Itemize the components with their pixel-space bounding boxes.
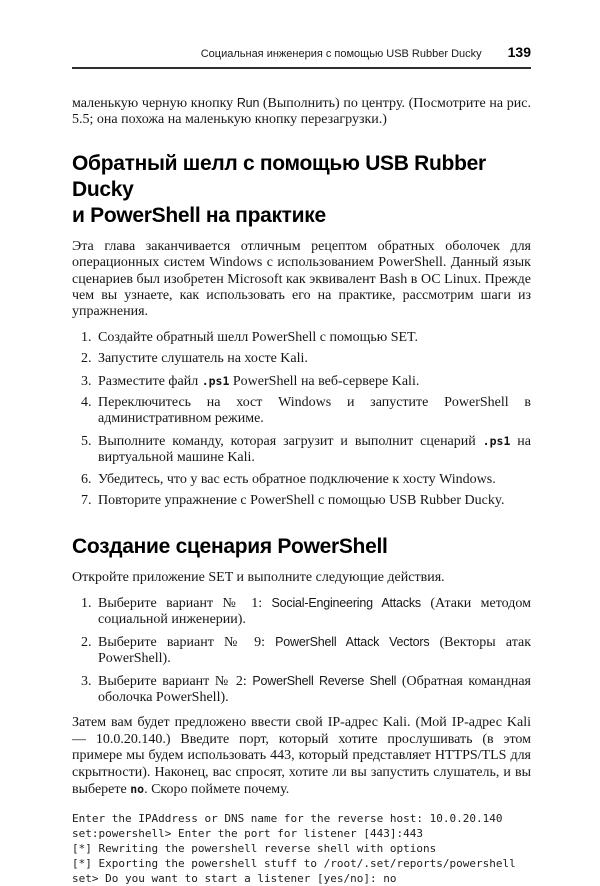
code-line: [*] Rewriting the powershell reverse shell with options — [72, 842, 437, 856]
intro-paragraph — [72, 95, 531, 129]
running-head-title: Социальная инженерия с помощью USB Rubber Ducky — [200, 48, 482, 60]
text-run: . Скоро поймете почему. — [144, 781, 290, 797]
text-run: Social-Engineering Attacks — [271, 595, 421, 610]
set-step-item-1 — [95, 595, 531, 629]
text-run: Повторите упражнение с PowerShell с помощью USB Rubber Ducky. — [98, 493, 505, 509]
text-run: Разместите файл — [98, 373, 202, 389]
text-run: маленькую черную кнопку — [72, 96, 237, 111]
section2-intro-paragraph — [72, 570, 531, 586]
step-item-2 — [95, 351, 531, 367]
text-run: PowerShell Attack Vectors — [275, 634, 430, 649]
text-run: Run — [236, 96, 260, 110]
text-run: .ps1 — [201, 373, 230, 388]
text-run: PowerShell на веб-сервере Kali. — [229, 373, 420, 389]
text-run: Эта глава заканчивается отличным рецептом обратных оболочек для операционных систем Windows с использованием PowerShell. Данный язык сценариев был изобретен Microsoft как эквивалент Bash в ОС Linux. Прежде чем вы узнаете, как использовать его на практике, рассмотрим шаги из упражнения. — [72, 238, 531, 320]
text-run: Переключитесь на хост Windows и запустите PowerShell в административном режиме. — [98, 395, 531, 427]
page-header — [72, 44, 531, 69]
text-run: PowerShell Reverse Shell — [252, 673, 397, 688]
set-step-item-2 — [95, 634, 531, 668]
section2-paragraph — [72, 715, 531, 798]
text-run: на виртуальной машине Kali. — [98, 433, 531, 466]
text-run: (Атаки методом социальной инженерии). — [98, 595, 531, 628]
text-run: (Обратная командная оболочка PowerShell). — [98, 673, 531, 705]
text-run: Убедитесь, что у вас есть обратное подключение к хосту Windows. — [98, 471, 496, 487]
section1-intro-paragraph — [72, 239, 531, 321]
set-step-item-3 — [95, 673, 531, 707]
text-run: (Выполнить) по центру. (Посмотрите на рис. 5.5; она похожа на маленькую кнопку перезагрузки.) — [72, 96, 532, 128]
step-item-6 — [95, 472, 531, 488]
text-run: Выберите вариант № 9: — [98, 634, 276, 650]
text-run: Создайте обратный шелл PowerShell с помощью SET. — [98, 329, 419, 345]
step-item-4 — [95, 395, 531, 428]
code-line: set> Do you want to start a listener [yes/no]: no — [72, 872, 397, 886]
text-run: Затем вам будет предложено ввести свой IP-адрес Kali. (Мой IP-адрес Kali — 10.0.20.140.) Введите порт, который хотите прослушивать (в этом примере мы будем использовать 443, который представляет HTTPS/TLS для скрытности). Наконец, вас спросят, хотите ли вы запустить слушатель, и вы выберете — [72, 715, 531, 797]
set-menu-steps-list — [72, 595, 531, 706]
section-title-line-2: и PowerShell на практике — [72, 203, 326, 227]
section-title-create-script: Создание сценария PowerShell — [72, 534, 388, 558]
step-item-1 — [95, 330, 531, 346]
text-run: Выполните команду, которая загрузит и выполнит сценарий — [98, 433, 483, 449]
code-line: Enter the IPAddress or DNS name for the reverse host: 10.0.20.140 — [72, 812, 503, 826]
text-run: no — [130, 781, 145, 796]
text-run: Запустите слушатель на хосте Kali. — [98, 351, 308, 367]
text-run: Выберите вариант № 2: — [98, 673, 253, 689]
terminal-output-block — [72, 811, 531, 886]
exercise-steps-list — [72, 330, 531, 510]
section-title-reverse-shell — [72, 151, 531, 229]
section-title-line-1: Обратный шелл с помощью USB Rubber Ducky — [72, 151, 486, 201]
step-item-7 — [95, 493, 531, 509]
code-line: [*] Exporting the powershell stuff to /root/.set/reports/powershell — [72, 857, 516, 871]
step-item-5 — [95, 433, 531, 467]
text-run: .ps1 — [482, 433, 511, 448]
text-run: Выберите вариант № 1: — [98, 595, 272, 611]
page-number: 139 — [507, 44, 531, 60]
text-run: (Векторы атак PowerShell). — [98, 634, 531, 667]
step-item-3 — [95, 373, 531, 390]
code-line: set:powershell> Enter the port for listener [443]:443 — [72, 827, 423, 841]
text-run: Откройте приложение SET и выполните следующие действия. — [72, 569, 445, 585]
